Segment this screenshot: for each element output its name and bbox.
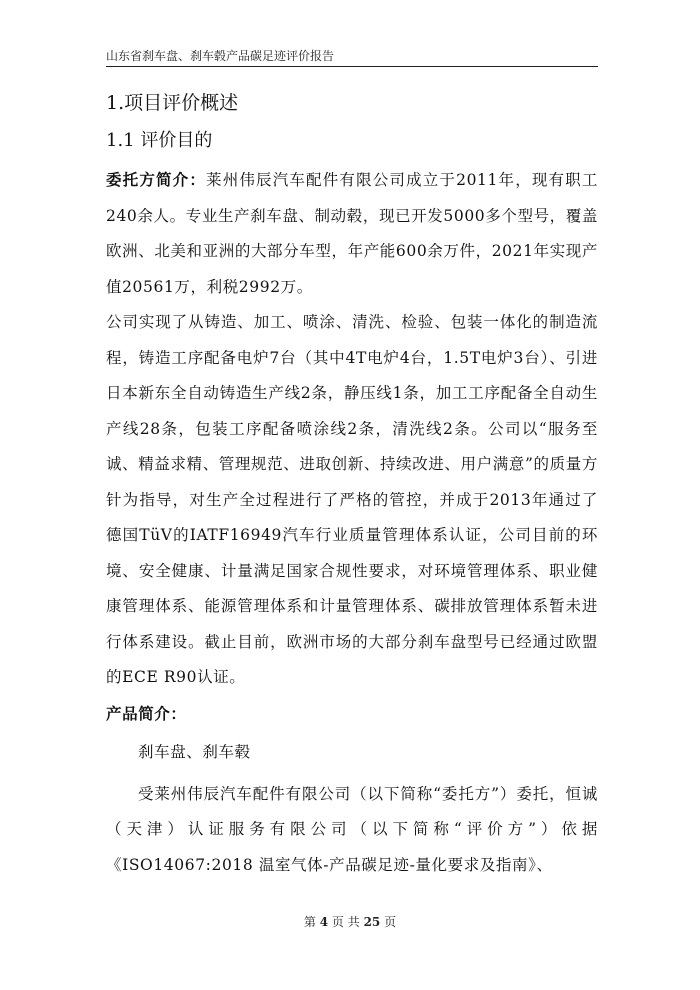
page-header bbox=[106, 48, 598, 64]
footer-prefix: 第 bbox=[303, 915, 316, 929]
page-content bbox=[106, 88, 598, 883]
client-intro-text: 莱州伟辰汽车配件有限公司成立于2011年，现有职工240余人。专业生产刹车盘、制动毂，现已开发5000多个型号，覆盖欧洲、北美和亚洲的大部分车型，年产能600余万件，2021年实现产值20561万，利税2992万。 bbox=[106, 171, 598, 296]
footer-suffix: 页 bbox=[384, 915, 397, 929]
commission-paragraph: 受莱州伟辰汽车配件有限公司（以下简称“委托方”）委托，恒诚（天津）认证服务有限公司（以下简称“评价方”）依据《ISO14067:2018 温室气体-产品碳足迹-量化要求及指南》、 bbox=[106, 784, 598, 874]
client-intro-label: 委托方简介： bbox=[106, 170, 207, 189]
footer-total-pages: 25 bbox=[363, 915, 381, 929]
page-footer bbox=[0, 913, 700, 930]
subsection-heading: 1.1 评价目的 bbox=[106, 130, 213, 151]
footer-page-number: 4 bbox=[319, 915, 329, 929]
header-title: 山东省刹车盘、刹车毂产品碳足迹评价报告 bbox=[106, 49, 335, 63]
footer-middle: 页 共 bbox=[331, 915, 360, 929]
client-intro-paragraph bbox=[106, 162, 598, 305]
section-heading: 1.项目评价概述 bbox=[106, 92, 239, 114]
header-divider bbox=[106, 66, 598, 67]
product-intro-label: 产品简介： bbox=[106, 703, 187, 723]
company-paragraph: 公司实现了从铸造、加工、喷涂、清洗、检验、包装一体化的制造流程，铸造工序配备电炉7台（其中4T电炉4台，1.5T电炉3台）、引进日本新东全自动铸造生产线2条，静压线1条，加工工序配备全自动生产线28条，包装工序配备喷涂线2条，清洗线2条。公司以“服务至诚、精益求精、管理规范、进取创新、持续改进、用户满意”的质量方针为指导，对生产全过程进行了严格的管控，并成于2013年通过了德国TüV的IATF16949汽车行业质量管理体系认证，公司目前的环境、安全健康、计量满足国家合规性要求，对环境管理体系、职业健康管理体系、能源管理体系和计量管理体系、碳排放管理体系暂未进行体系建设。截止目前，欧洲市场的大部分刹车盘型号已经通过欧盟的ECE R90认证。 bbox=[106, 313, 598, 686]
product-intro-text: 刹车盘、刹车毂 bbox=[138, 743, 251, 761]
